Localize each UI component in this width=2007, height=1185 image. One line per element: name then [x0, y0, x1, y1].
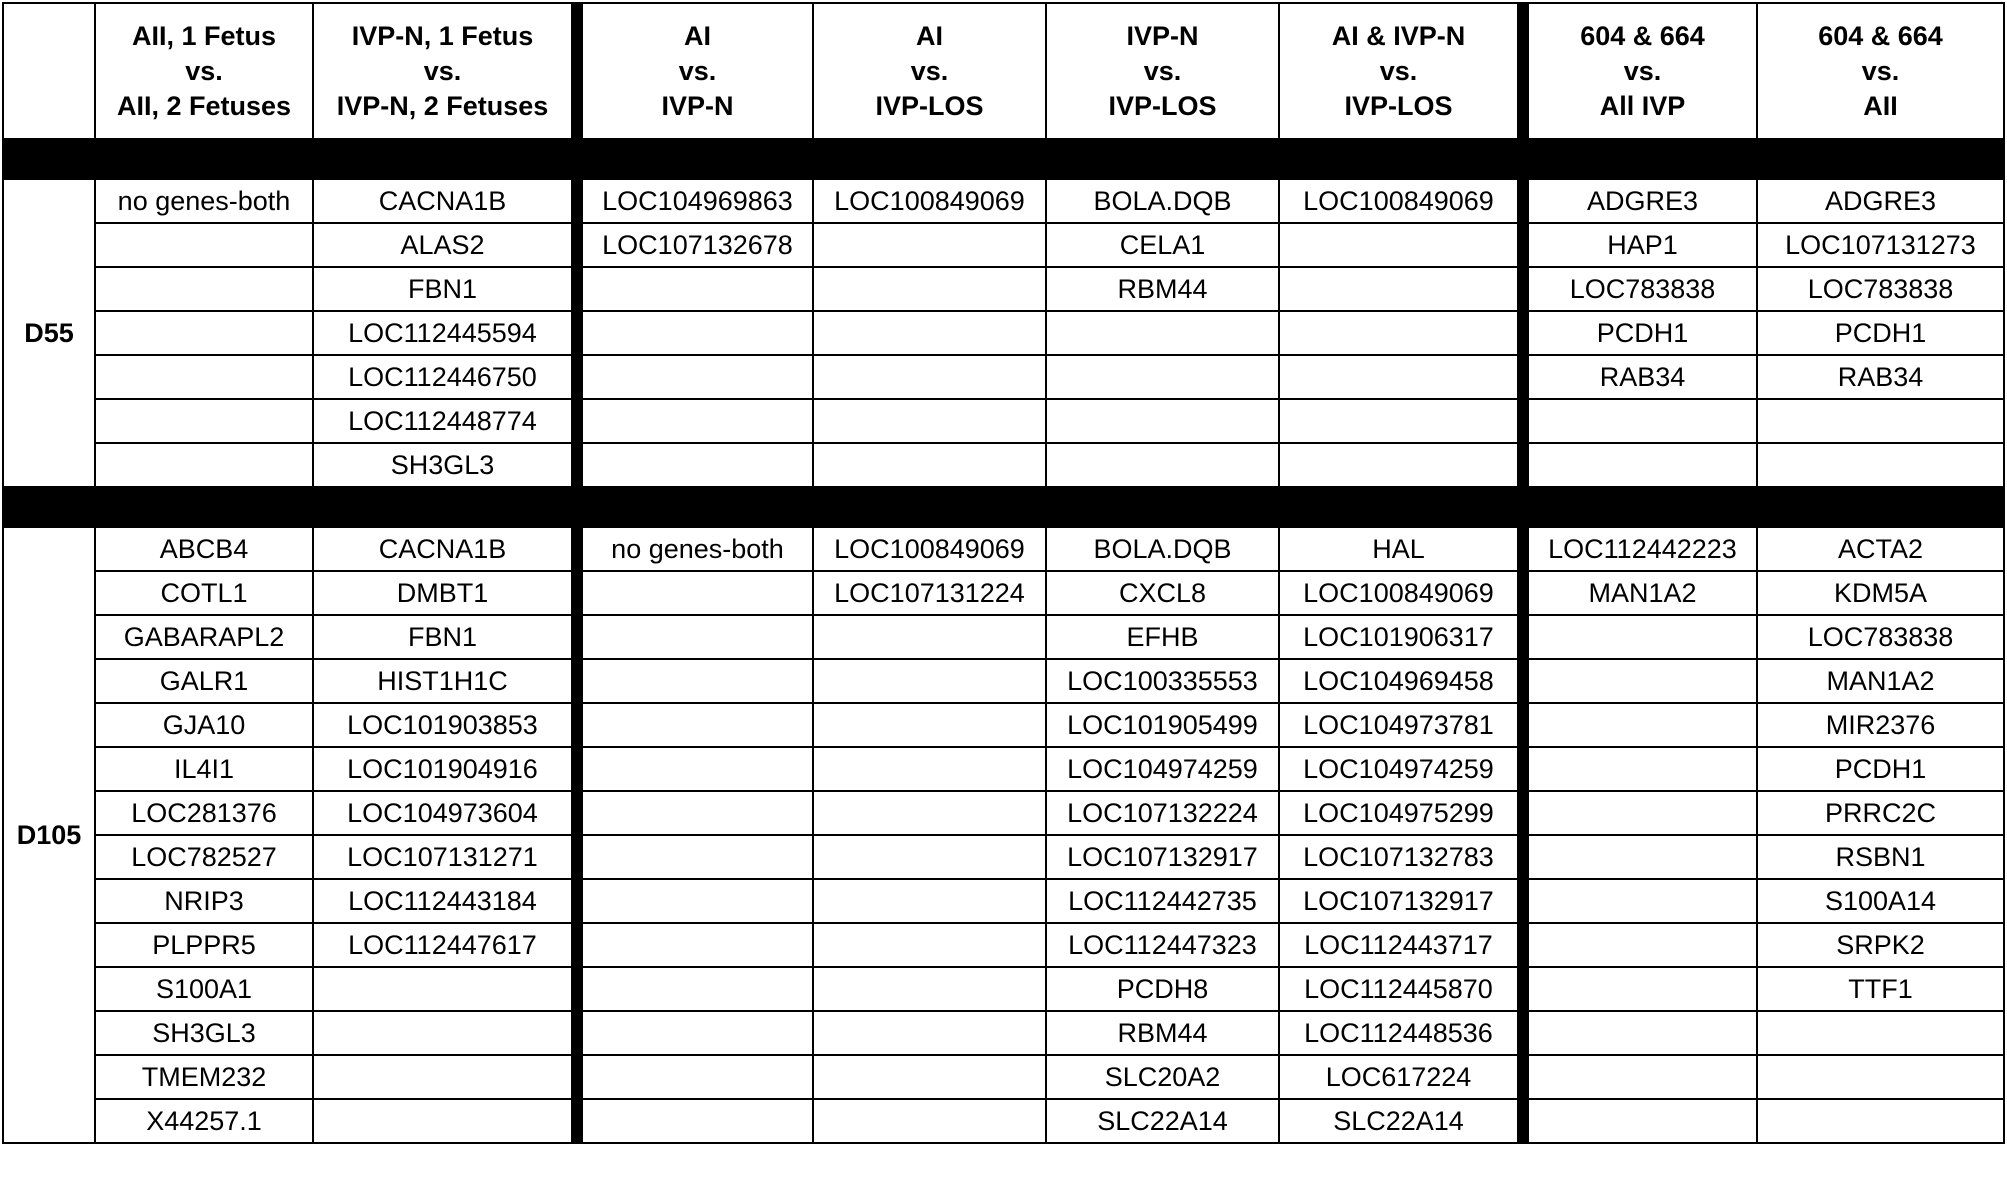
column-header — [1046, 3, 1279, 139]
gene-cell: SLC22A14 — [1279, 1099, 1523, 1143]
column-header-line: AII, 1 Fetus — [131, 20, 277, 51]
gene-cell — [95, 355, 313, 399]
gene-cell: ADGRE3 — [1757, 179, 2004, 223]
gene-cell: CXCL8 — [1046, 571, 1279, 615]
column-header — [1279, 3, 1523, 139]
gene-cell: no genes-both — [577, 527, 813, 571]
gene-cell: LOC101904916 — [313, 747, 577, 791]
column-header-line: vs. — [185, 55, 223, 86]
gene-cell — [577, 747, 813, 791]
gene-cell: SH3GL3 — [95, 1011, 313, 1055]
gene-cell: LOC281376 — [95, 791, 313, 835]
gene-cell: LOC112447323 — [1046, 923, 1279, 967]
gene-cell — [813, 879, 1046, 923]
table-row — [3, 659, 2004, 703]
column-header-line: AII, 2 Fetuses — [116, 90, 292, 121]
gene-cell: MIR2376 — [1757, 703, 2004, 747]
gene-cell — [577, 355, 813, 399]
gene-cell — [1523, 1099, 1757, 1143]
gene-cell: LOC104969458 — [1279, 659, 1523, 703]
table-row — [3, 615, 2004, 659]
gene-cell — [813, 747, 1046, 791]
gene-cell: LOC107132917 — [1279, 879, 1523, 923]
gene-cell: ALAS2 — [313, 223, 577, 267]
gene-cell: LOC112442735 — [1046, 879, 1279, 923]
column-header — [313, 3, 577, 139]
gene-cell — [577, 1055, 813, 1099]
gene-cell: LOC100849069 — [1279, 179, 1523, 223]
gene-cell: X44257.1 — [95, 1099, 313, 1143]
gene-cell: BOLA.DQB — [1046, 179, 1279, 223]
gene-cell — [577, 967, 813, 1011]
gene-cell: LOC107132224 — [1046, 791, 1279, 835]
gene-cell — [813, 967, 1046, 1011]
gene-cell — [313, 967, 577, 1011]
gene-cell: LOC783838 — [1757, 267, 2004, 311]
column-header-line: vs. — [1623, 55, 1662, 86]
table-row — [3, 747, 2004, 791]
gene-cell — [313, 1055, 577, 1099]
table-row — [3, 703, 2004, 747]
gene-cell — [1523, 615, 1757, 659]
gene-cell — [1279, 223, 1523, 267]
gene-cell — [95, 223, 313, 267]
gene-cell: SRPK2 — [1757, 923, 2004, 967]
gene-cell — [813, 835, 1046, 879]
table-row — [3, 311, 2004, 355]
gene-cell — [577, 443, 813, 487]
column-header-line: vs. — [1379, 55, 1418, 86]
gene-cell: RAB34 — [1523, 355, 1757, 399]
gene-cell: CACNA1B — [313, 527, 577, 571]
gene-cell — [1523, 659, 1757, 703]
gene-cell — [577, 267, 813, 311]
gene-cell: CACNA1B — [313, 179, 577, 223]
gene-cell: FBN1 — [313, 615, 577, 659]
gene-cell — [1046, 443, 1279, 487]
gene-cell — [813, 223, 1046, 267]
gene-cell: LOC112448536 — [1279, 1011, 1523, 1055]
gene-cell: FBN1 — [313, 267, 577, 311]
gene-cell: LOC100849069 — [813, 179, 1046, 223]
gene-cell — [577, 923, 813, 967]
gene-cell: TMEM232 — [95, 1055, 313, 1099]
gene-cell: LOC112448774 — [313, 399, 577, 443]
gene-cell — [813, 267, 1046, 311]
gene-cell — [1523, 967, 1757, 1011]
gene-cell: GABARAPL2 — [95, 615, 313, 659]
table-row — [3, 1055, 2004, 1099]
column-header-line: IVP-LOS — [1108, 90, 1217, 121]
gene-cell: LOC104974259 — [1046, 747, 1279, 791]
column-header-line: All IVP — [1599, 90, 1686, 121]
gene-cell — [1046, 355, 1279, 399]
gene-cell — [95, 443, 313, 487]
column-header — [577, 3, 813, 139]
gene-cell: LOC112445594 — [313, 311, 577, 355]
column-header-line: AII — [1863, 90, 1898, 121]
gene-cell — [813, 443, 1046, 487]
gene-cell — [313, 1011, 577, 1055]
gene-cell — [813, 399, 1046, 443]
gene-cell: LOC782527 — [95, 835, 313, 879]
gene-cell: ACTA2 — [1757, 527, 2004, 571]
gene-cell — [813, 791, 1046, 835]
table-row — [3, 267, 2004, 311]
column-header-line: AI — [684, 20, 711, 51]
gene-cell: COTL1 — [95, 571, 313, 615]
gene-cell: LOC104973604 — [313, 791, 577, 835]
gene-cell — [1279, 311, 1523, 355]
gene-cell: MAN1A2 — [1523, 571, 1757, 615]
table-row — [3, 791, 2004, 835]
column-header — [1523, 3, 1757, 139]
section-label: D55 — [3, 179, 95, 487]
gene-cell — [577, 311, 813, 355]
gene-cell: LOC112443184 — [313, 879, 577, 923]
gene-cell — [1523, 879, 1757, 923]
column-header-line: vs. — [1861, 55, 1900, 86]
gene-cell: LOC104973781 — [1279, 703, 1523, 747]
table-body — [3, 3, 2004, 1143]
gene-cell: ABCB4 — [95, 527, 313, 571]
gene-cell: LOC100849069 — [813, 527, 1046, 571]
gene-cell: LOC104975299 — [1279, 791, 1523, 835]
gene-cell — [1279, 399, 1523, 443]
column-header — [1757, 3, 2004, 139]
gene-cell — [813, 311, 1046, 355]
gene-cell: LOC783838 — [1757, 615, 2004, 659]
gene-cell: LOC100849069 — [1279, 571, 1523, 615]
gene-cell: LOC107131273 — [1757, 223, 2004, 267]
gene-cell: S100A1 — [95, 967, 313, 1011]
gene-cell: LOC112445870 — [1279, 967, 1523, 1011]
table-row — [3, 527, 2004, 571]
table-row — [3, 879, 2004, 923]
gene-cell: PCDH1 — [1757, 311, 2004, 355]
gene-cell: TTF1 — [1757, 967, 2004, 1011]
table-row — [3, 967, 2004, 1011]
table-row — [3, 835, 2004, 879]
gene-cell — [1279, 443, 1523, 487]
column-header-line: vs. — [910, 55, 949, 86]
gene-cell: RBM44 — [1046, 1011, 1279, 1055]
column-header-line: 604 & 664 — [1580, 20, 1705, 51]
gene-cell — [577, 1011, 813, 1055]
gene-cell: LOC101903853 — [313, 703, 577, 747]
gene-cell: EFHB — [1046, 615, 1279, 659]
gene-cell — [95, 399, 313, 443]
gene-cell — [1523, 835, 1757, 879]
column-header-line: AI — [916, 20, 943, 51]
gene-cell: MAN1A2 — [1757, 659, 2004, 703]
gene-cell: SLC22A14 — [1046, 1099, 1279, 1143]
gene-cell: HIST1H1C — [313, 659, 577, 703]
gene-cell — [1279, 355, 1523, 399]
gene-cell: LOC112443717 — [1279, 923, 1523, 967]
gene-cell: LOC107131271 — [313, 835, 577, 879]
table-row — [3, 1011, 2004, 1055]
gene-cell: LOC617224 — [1279, 1055, 1523, 1099]
gene-cell: CELA1 — [1046, 223, 1279, 267]
gene-cell: LOC101906317 — [1279, 615, 1523, 659]
gene-cell — [577, 399, 813, 443]
gene-cell — [1523, 1055, 1757, 1099]
gene-cell: LOC107132678 — [577, 223, 813, 267]
gene-cell: RBM44 — [1046, 267, 1279, 311]
gene-cell — [1757, 1055, 2004, 1099]
gene-cell: DMBT1 — [313, 571, 577, 615]
gene-cell: LOC783838 — [1523, 267, 1757, 311]
column-header-line: vs. — [678, 55, 717, 86]
gene-cell — [577, 571, 813, 615]
gene-cell: LOC104974259 — [1279, 747, 1523, 791]
table-row — [3, 443, 2004, 487]
gene-cell: LOC112446750 — [313, 355, 577, 399]
gene-cell: KDM5A — [1757, 571, 2004, 615]
gene-cell: PRRC2C — [1757, 791, 2004, 835]
gene-cell — [813, 1055, 1046, 1099]
gene-cell — [1757, 399, 2004, 443]
column-header-line: vs. — [423, 55, 462, 86]
gene-cell — [813, 1011, 1046, 1055]
gene-cell: S100A14 — [1757, 879, 2004, 923]
gene-cell — [1046, 399, 1279, 443]
column-header-line: 604 & 664 — [1818, 20, 1943, 51]
gene-cell — [813, 703, 1046, 747]
gene-cell — [1523, 399, 1757, 443]
gene-cell — [577, 659, 813, 703]
gene-cell: GALR1 — [95, 659, 313, 703]
gene-cell: LOC112442223 — [1523, 527, 1757, 571]
gene-cell: RSBN1 — [1757, 835, 2004, 879]
gene-cell — [577, 615, 813, 659]
table-row — [3, 223, 2004, 267]
gene-cell: GJA10 — [95, 703, 313, 747]
gene-cell: ADGRE3 — [1523, 179, 1757, 223]
gene-cell: BOLA.DQB — [1046, 527, 1279, 571]
gene-cell — [1523, 923, 1757, 967]
gene-cell: PCDH1 — [1757, 747, 2004, 791]
gene-cell: SLC20A2 — [1046, 1055, 1279, 1099]
gene-cell — [813, 615, 1046, 659]
separator-band — [3, 487, 2004, 527]
gene-cell — [1046, 311, 1279, 355]
header-row — [3, 3, 2004, 139]
gene-cell — [1757, 1099, 2004, 1143]
column-header-line: vs. — [1143, 55, 1182, 86]
gene-cell: LOC100335553 — [1046, 659, 1279, 703]
gene-cell — [1523, 1011, 1757, 1055]
gene-cell: PCDH1 — [1523, 311, 1757, 355]
gene-cell — [813, 659, 1046, 703]
gene-cell: no genes-both — [95, 179, 313, 223]
corner-cell — [3, 3, 95, 139]
table-row — [3, 1099, 2004, 1143]
column-header — [95, 3, 313, 139]
gene-cell — [1523, 443, 1757, 487]
column-header-line: IVP-N, 2 Fetuses — [336, 90, 549, 121]
column-header — [813, 3, 1046, 139]
gene-cell: PCDH8 — [1046, 967, 1279, 1011]
column-header-line: AI & IVP-N — [1331, 20, 1466, 51]
gene-cell: IL4I1 — [95, 747, 313, 791]
gene-cell — [1757, 1011, 2004, 1055]
gene-cell: LOC104969863 — [577, 179, 813, 223]
gene-cell: NRIP3 — [95, 879, 313, 923]
gene-cell — [95, 267, 313, 311]
column-header-line: IVP-N, 1 Fetus — [351, 20, 534, 51]
gene-cell — [577, 879, 813, 923]
section-separator — [3, 487, 2004, 527]
gene-cell: LOC107131224 — [813, 571, 1046, 615]
gene-cell — [813, 355, 1046, 399]
gene-cell — [813, 1099, 1046, 1143]
gene-cell — [1523, 791, 1757, 835]
gene-cell — [313, 1099, 577, 1143]
column-header-line: IVP-N — [1126, 20, 1199, 51]
gene-cell: LOC107132917 — [1046, 835, 1279, 879]
table-row — [3, 571, 2004, 615]
section-label: D105 — [3, 527, 95, 1143]
gene-cell — [95, 311, 313, 355]
gene-cell — [577, 835, 813, 879]
gene-cell: HAP1 — [1523, 223, 1757, 267]
gene-cell — [577, 1099, 813, 1143]
gene-comparison-table — [2, 2, 2005, 1144]
gene-cell — [1279, 267, 1523, 311]
gene-cell — [1757, 443, 2004, 487]
column-header-line: IVP-N — [661, 90, 734, 121]
table-row — [3, 399, 2004, 443]
gene-cell: HAL — [1279, 527, 1523, 571]
table-row — [3, 923, 2004, 967]
table-row — [3, 355, 2004, 399]
gene-cell: LOC107132783 — [1279, 835, 1523, 879]
gene-cell — [577, 791, 813, 835]
gene-cell: SH3GL3 — [313, 443, 577, 487]
gene-cell: RAB34 — [1757, 355, 2004, 399]
gene-cell — [813, 923, 1046, 967]
gene-cell — [577, 703, 813, 747]
separator-band — [3, 139, 2004, 179]
section-separator — [3, 139, 2004, 179]
gene-cell — [1523, 747, 1757, 791]
gene-cell: LOC112447617 — [313, 923, 577, 967]
gene-cell: PLPPR5 — [95, 923, 313, 967]
gene-cell: LOC101905499 — [1046, 703, 1279, 747]
gene-cell — [1523, 703, 1757, 747]
table-row — [3, 179, 2004, 223]
column-header-line: IVP-LOS — [875, 90, 984, 121]
column-header-line: IVP-LOS — [1344, 90, 1453, 121]
